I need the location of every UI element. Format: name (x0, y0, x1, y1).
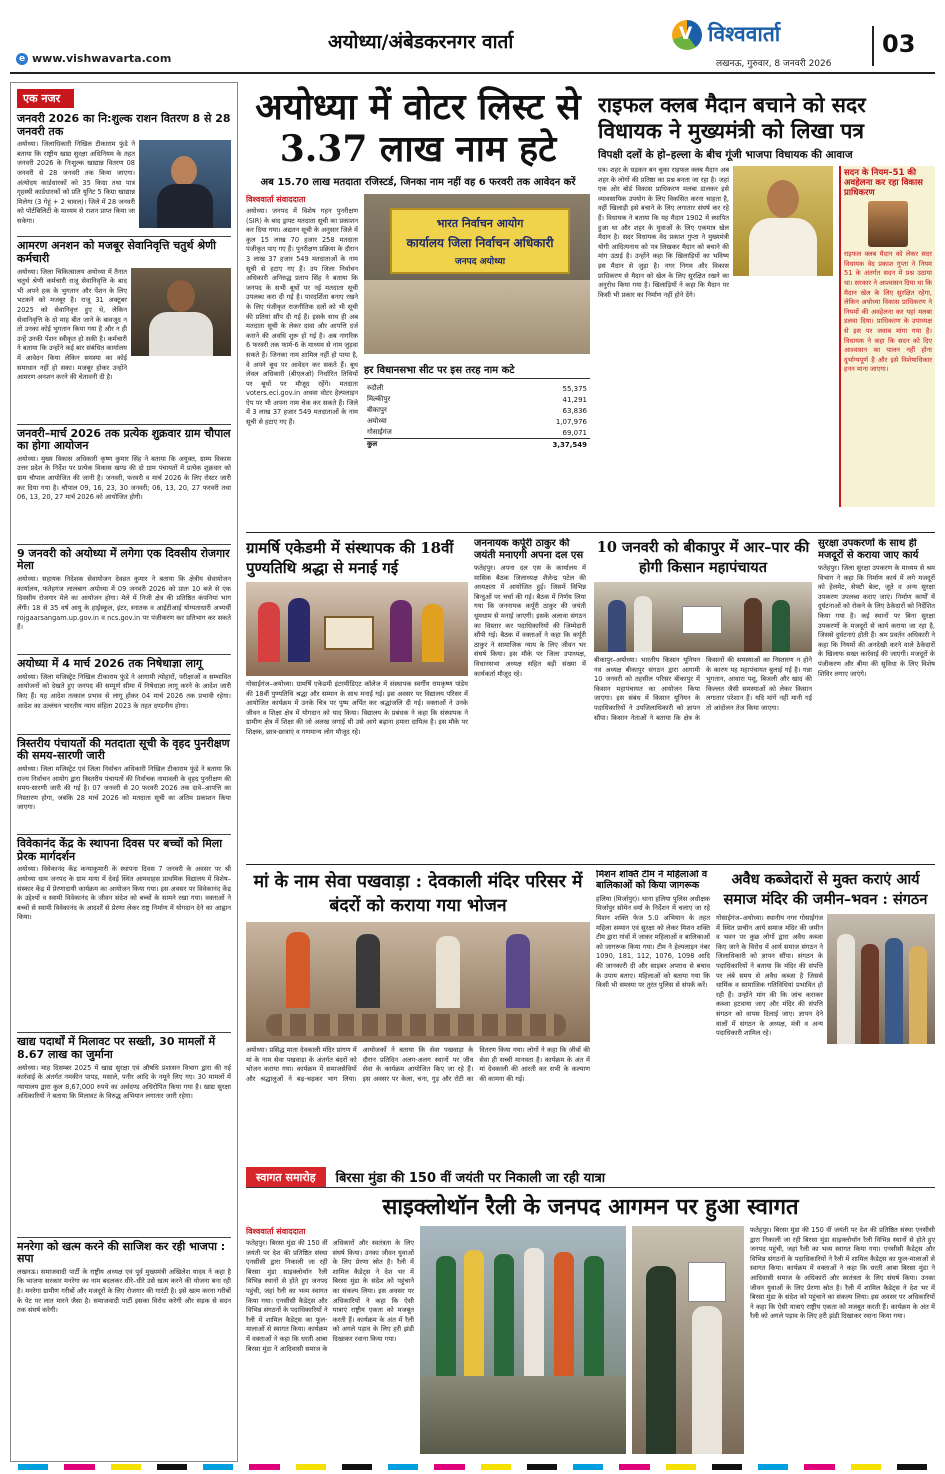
sidebar (10, 82, 238, 1462)
divider (246, 532, 935, 533)
color-swatch (851, 1464, 881, 1470)
page-number: 03 (882, 30, 916, 58)
section-title: अयोध्या/अंबेडकरनगर वार्ता (328, 31, 514, 53)
sidebar-item (17, 548, 231, 651)
color-swatch (18, 1464, 48, 1470)
brand-logo (672, 20, 702, 50)
deleted-count: 41,291 (562, 395, 587, 404)
color-swatch (666, 1464, 696, 1470)
seat-name: गोसाईगंज (367, 428, 392, 436)
sidebar-item (17, 658, 231, 731)
deletion-table (364, 383, 590, 450)
color-swatch (203, 1464, 233, 1470)
rifle-subhead: विपक्षी दलों के हो–हल्ला के बीच गूंजी भाजपा विधायक की आवाज (598, 149, 853, 161)
sidebar-headline: त्रिस्तरीय पंचायतों की मतदाता सूची के वृहद पुनरीक्षण की समय-सारणी जारी (17, 736, 230, 763)
deleted-count: 3,37,549 (552, 440, 587, 449)
color-swatch (897, 1464, 927, 1470)
office-signboard (390, 208, 570, 274)
swagat-tag: स्वागत समारोह (246, 1167, 326, 1187)
arya-headline: अवैध कब्जेदारों से मुक्त कराएं आर्य समाज मंदिर की जमीन–भवन : संगठन (723, 871, 928, 908)
sidebar-item (17, 240, 231, 420)
sidebar-headline: मनरेगा को खत्म करने की साजिश कर रही भाजपा : सपा (17, 1239, 226, 1266)
gramarshi-photo (246, 582, 468, 676)
color-swatch (758, 1464, 788, 1470)
sidebar-text: अयोध्या। जिला मजिस्ट्रेट निखिल टीकाराम फुंडे ने आगामी त्योहारों, परीक्षाओं व सम्भावित आयोजनों को देखते हुए जनपद की सम्पूर्ण सीमा में निषेधाज्ञा लागू करने के आदेश जारी किए हैं। यह आदेश तत्काल प्रभाव से लागू होकर 04 मार्च 2026 तक प्रभावी रहेगा। आदेश का उल्लंघन भारतीय न्याय संहिता 2023 के तहत दण्डनीय होगा। (17, 672, 231, 710)
kisan-story (594, 538, 812, 758)
mla-small-photo (868, 201, 908, 247)
sidebar-text: अयोध्या। जिलाधिकारी निखिल टीकाराम फुंडे ने बताया कि राष्ट्रीय खाद्य सुरक्षा अधिनियम के तहत जनवरी 2026 के निःशुल्क खाद्यान्न वितरण 08 जनवरी से 28 जनवरी तक किया जाएगा। अंत्योदय कार्डधारकों को 35 किग्रा तथा पात्र गृहस्थी कार्डधारकों को प्रति यूनिट 5 किग्रा खाद्यान्न मिलेगा (3 गेहूं + 2 चावल)। जिले में 28 जनवरी को पोर्टबिलिटी के माध्यम से राशन प्राप्त किया जा सकेगा। (17, 140, 135, 226)
bandar-story (246, 870, 590, 1160)
color-swatch (157, 1464, 187, 1470)
rifle-story (598, 92, 935, 526)
deleted-count: 55,375 (562, 384, 587, 393)
table-row (364, 394, 590, 405)
byline: विश्ववार्ता संवाददाता (246, 195, 306, 204)
sidebar-item (17, 113, 231, 233)
monkeys-photo (246, 922, 590, 1042)
sidebar-headline: आमरण अनशन को मजबूर सेवानिवृत्ति चतुर्थ श्रेणी कर्मचारी (17, 239, 216, 265)
arya-body: गोसाईगंज–अयोध्या। स्थानीय नगर गोसाईगंज में स्थित प्राचीन आर्य समाज मंदिर की जमीन व भवन पर कुछ लोगों द्वारा अवैध कब्जा किए जाने के विरोध में आर्य समाज संगठन ने जिलाधिकारी को ज्ञापन सौंपा। संगठन के पदाधिकारियों ने बताया कि मंदिर की संपत्ति पर लंबे समय से अवैध कब्जा है जिससे धार्मिक व सामाजिक गतिविधियां प्रभावित हो रही हैं। उन्होंने मांग की कि जांच कराकर कब्जा हटवाया जाए और मंदिर की संपत्ति संगठन को वापस दिलाई जाए। ज्ञापन देने वालों में संगठन के अध्यक्ष, मंत्री व अन्य पदाधिकारी शामिल रहे। (716, 914, 823, 1038)
seat-name: मिल्कीपुर (367, 395, 391, 403)
color-swatches (10, 1464, 935, 1470)
dateline: लखनऊ, गुरुवार, 8 जनवरी 2026 (716, 59, 832, 69)
rifle-body: पत्र। शहर के धड़कन बन चुका राइफल क्लब मैदान अब शहर के लोगों की प्रतिष्ठा का प्रश्न बनता जा रहा है। जहां एक ओर बोर्ड विकास प्राधिकरण मलबा डालकर इसे व्यावसायिक उपयोग के लिए विकसित करना चाहता है, वहीं खिलाड़ी इसे बचाने के लिए लगातार संघर्ष कर रहे हैं। विधायक ने बताया कि यह मैदान 1902 में स्थापित हुआ था और शहर के युवाओं के लिए एकमात्र खेल मैदान है। सदर विधायक वेद प्रकाश गुप्ता ने मुख्यमंत्री योगी आदित्यनाथ को पत्र लिखकर मैदान को बचाने की मांग उठाई है। उन्होंने कहा कि खिलाड़ियों का भविष्य इस मैदान से जुड़ा है। नगर निगम और विकास प्राधिकरण से मैदान को खेल के लिए सुरक्षित रखने का अनुरोध किया गया है। खिलाड़ियों ने कहा कि मैदान पर किसी भी प्रकार का निर्माण नहीं होने देंगे। (598, 166, 729, 299)
swagat-body-tail: फतेहपुर। बिरसा मुंडा की 150 वीं जयंती पर देश की प्रतिष्ठित संस्था एनसीसी द्वारा निकाली जा रही बिरसा मुंडा साइक्लोथॉन रैली विभिन्न स्थानों से होते हुए जनपद पहुंची, जहां रैली का भव्य स्वागत किया गया। एनसीसी कैडेट्स और विभिन्न संगठनों के पदाधिकारियों ने रैली में शामिल कैडेट्स का फूल-मालाओं से स्वागत किया। कार्यक्रम में वक्ताओं ने कहा कि धरती आबा बिरसा मुंडा ने आदिवासी समाज के अधिकारों और स्वतंत्रता के लिए संघर्ष किया। उनका जीवन युवाओं के लिए प्रेरणा स्रोत है। रैली में शामिल कैडेट्स ने देश भर में बिरसा मुंडा के संदेश को पहुंचाने का संकल्प लिया। इस अवसर पर अधिकारियों ने कहा कि ऐसी यात्राएं राष्ट्रीय एकता को मजबूत करती हैं। कार्यक्रम के अंत में रैली को अगले पड़ाव के लिए हरी झंडी दिखाकर रवाना किया गया। (750, 1226, 935, 1321)
sidebar-headline: 9 जनवरी को अयोध्या में लगेगा एक दिवसीय रोजगार मेला (17, 546, 230, 573)
sidebar-text: अयोध्या। जिला चिकित्सालय अयोध्या में तैनात चतुर्थ श्रेणी कर्मचारी राजू सेवानिवृत्ति के बाद भी अपने हक के भुगतान और पेंशन के लिए भटकने को मजबूर है। राजू 31 अक्टूबर 2025 को सेवानिवृत्त हुए थे, लेकिन सेवानिवृत्ति के दो माह बीत जाने के बावजूद न तो उनका कोई भुगतान किया गया है और न ही उन्हें उनकी पेंशन स्वीकृत हो सकी है। कर्मचारी ने बताया कि उन्होंने कई बार संबंधित कार्यालय में आवेदन किया लेकिन समस्या का कोई समाधान नहीं हो सका। मजबूर होकर उन्होंने आमरण अनशन करने की चेतावनी दी है। (17, 267, 127, 382)
karpoori-body: फतेहपुर। अपना दल एस के कार्यालय में मासिक बैठक जिलाध्यक्ष शैलेन्द्र पटेल की अध्यक्षता में आयोजित हुई। जिसमें विभिन्न बिन्दुओं पर चर्चा की गई। बैठक में निर्णय लिया गया कि जननायक कर्पूरी ठाकुर की जयंती धूमधाम से मनाई जाएगी। इसके अलावा संगठन का विस्तार कर पदाधिकारियों की जिम्मेदारी सौंपी गई। बैठक में वक्ताओं ने कहा कि कर्पूरी ठाकुर ने सामाजिक न्याय के लिए जीवन भर संघर्ष किया। इस मौके पर जिला उपाध्यक्ष, विधानसभा अध्यक्ष सहित बड़ी संख्या में कार्यकर्ता मौजूद रहे। (474, 564, 586, 678)
divider (17, 1032, 231, 1033)
site-url-text: www.vishwavarta.com (32, 52, 172, 65)
seat-name: रुदौली (367, 384, 384, 392)
cyclothon-photo (420, 1226, 626, 1454)
sidebar-tag: एक नजर (17, 89, 74, 108)
swagat-body-continued (750, 1226, 935, 1452)
divider (17, 1237, 231, 1238)
sidebar-headline: खाद्य पदार्थों में मिलावट पर सख्ती, 30 मामलों में 8.67 लाख का जुर्माना (17, 1035, 216, 1061)
byline: विश्ववार्ता संवाददाता (246, 1227, 306, 1236)
sidebar-item (17, 738, 231, 831)
print-color-band (10, 1464, 935, 1470)
sidebar-text: अयोध्या। जिला मजिस्ट्रेट एवं जिला निर्वाचन अधिकारी निखिल टीकाराम फुंडे ने बताया कि राज्य निर्वाचन आयोग द्वारा त्रिस्तरीय पंचायतों की निर्वाचक नामावली के वृहद पुनरीक्षण की समय-सारणी जारी की गई है। 07 जनवरी से 20 फरवरी 2026 तक दावे–आपत्ति का निस्तारण होगा, जबकि 28 मार्च 2026 को मतदाता सूची का अंतिम प्रकाशन किया जाएगा। (17, 765, 231, 812)
color-swatch (434, 1464, 464, 1470)
lead-subhead: अब 15.70 लाख मतदाता रजिस्टर्ड, जिनका नाम नहीं वह 6 फरवरी तक आवेदन करें (260, 177, 576, 188)
color-swatch (804, 1464, 834, 1470)
labour-story (818, 538, 935, 858)
deleted-count: 69,071 (562, 428, 587, 437)
rifle-box-title: सदन के नियम–51 की अवहेलना कर रहा विकास प्राधिकरण (844, 168, 923, 198)
sidebar-item (17, 1036, 231, 1233)
lead-story (246, 86, 590, 526)
divider (246, 864, 935, 865)
sidebar-text: अयोध्या। माह दिसम्बर 2025 में खाद्य सुरक्षा एवं औषधि प्रशासन विभाग द्वारा की गई कार्रवाई के अंतर्गत नमकीन पापड़, मसाले, पनीर आदि के नमूने लिए गए। 30 मामलों में न्यायालय द्वारा कुल 8,67,000 रुपये का अर्थदण्ड अधिरोपित किया गया है। खाद्य सुरक्षा अधिकारियों ने बताया कि मिलावट के विरुद्ध अभियान लगातार जारी रहेगा। (17, 1063, 231, 1101)
gramarshi-headline: ग्रामर्षि एकेडमी में संस्थापक की 18वीं पुण्यतिथि श्रद्धा से मनाई गई (246, 539, 454, 577)
divider (17, 834, 231, 835)
sidebar-text: अयोध्या। विवेकानंद केंद्र कन्याकुमारी के स्थापना दिवस 7 जनवरी के अवसर पर श्री अयोध्या धाम जनपद के ग्राम माया में देवई स्थित आमवाहस प्राथमिक विद्यालय में विशेष–संस्कार केंद्र में प्रेरणादायी कार्यक्रम का आयोजन किया गया। इस अवसर पर विवेकानंद केंद्र के उद्देश्यों व स्वामी विवेकानंद के जीवन संदेश को बच्चों के सामने रखा गया। वक्ताओं ने बच्चों से स्वामी विवेकानंद के आदर्शों से प्रेरणा लेकर राष्ट्र निर्माण में योगदान देने का आह्वान किया। (17, 865, 231, 922)
swagat-banner (246, 1166, 935, 1188)
signboard-line: जनपद अयोध्या (454, 257, 506, 267)
deleted-count: 63,836 (562, 406, 587, 415)
sidebar-text: अयोध्या। सहायक निदेशक सेवायोजन देवव्रत कुमार ने बताया कि क्षेत्रीय सेवायोजन कार्यालय, फतेहगंज लालबाग अयोध्या में 09 जनवरी 2026 को प्रातः 10 बजे से एक दिवसीय रोजगार मेले का आयोजन होगा। मेले में निजी क्षेत्र की प्रतिष्ठित कंपनियां भाग लेंगी। 18 से 35 वर्ष आयु के हाईस्कूल, इंटर, स्नातक व आईटीआई योग्यताधारी अभ्यर्थी rojgaarsangam.up.gov.in व ncs.gov.in पर पंजीकरण कर प्रतिभाग कर सकते हैं। (17, 575, 231, 632)
rifle-box-text: राइफल क्लब मैदान को लेकर सदर विधायक वेद प्रकाश गुप्ता ने नियम 51 के अंतर्गत सदन में प्रश्न उठाया था। सरकार ने आश्वासन दिया था कि मैदान खेल के लिए सुरक्षित रहेगा, लेकिन अयोध्या विकास प्राधिकरण ने नियमों की अवहेलना कर यहां मलबा डलवा दिया। प्राधिकरण के उपाध्यक्ष से इस पर जवाब मांगा गया है। विधायक ने कहा कि सदन को दिए आश्वासन का पालन नहीं होना दुर्भाग्यपूर्ण है और इसे विशेषाधिकार हनन माना जाएगा। (844, 250, 932, 374)
lead-body: अयोध्या। जनपद में विशेष गहन पुनरीक्षण (SIR) के बाद ड्राफ्ट मतदाता सूची का प्रकाशन कर दिया गया। अद्यतन सूची के अनुसार जिले में कुल 15 लाख 70 हजार 258 मतदाता पंजीकृत पाए गए हैं। पुनरीक्षण प्रक्रिया के दौरान 3 लाख 37 हजार 549 मतदाताओं के नाम सूची से हटाए गए हैं। उप जिला निर्वाचन अधिकारी अनिरुद्ध प्रताप सिंह ने बताया कि जनपद के सभी बूथों पर नई मतदाता सूची उपलब्ध करा दी गई है। पारदर्शिता बनाए रखने के लिए पंजीकृत राजनीतिक दलों को भी सूची की प्रतियां सौंप दी गई हैं। इसके साथ ही अब मतदाता सूची के लेकर दावा और आपत्ति दर्ज कराने की अवधि शुरू हो गई है। अब नागरिक 6 फरवरी तक फार्म-6 के माध्यम से नाम जुड़वा सकते हैं। जिनका नाम शामिल नहीं हो पाया है, वे अपने बूथ पर आवेदन कर सकते हैं। बूथ लेवल अधिकारी (बीएलओ) निर्धारित तिथियों पर बूथों पर मौजूद रहेंगे। मतदाता voters.eci.gov.in अथवा वोटर हेल्पलाइन ऐप पर भी अपना नाम चेक कर सकते हैं। जिले में 3 लाख 37 हजार 549 मतदाताओं के नाम सूची से हटाए गए हैं। (246, 207, 358, 427)
color-swatch (249, 1464, 279, 1470)
divider (17, 424, 231, 425)
bandar-body: अयोध्या। प्रसिद्ध माता देवकाली मंदिर प्रांगण में मां के नाम सेवा पखवाड़ा के अंतर्गत बंदरों को भोजन कराया गया। कार्यक्रम में समाजसेवियों और श्रद्धालुओं ने बढ़-चढ़कर भाग लिया। आयोजकों ने बताया कि सेवा पखवाड़ा के दौरान प्रतिदिन अलग-अलग स्थानों पर जीव सेवा के कार्यक्रम आयोजित किए जा रहे हैं। इस अवसर पर केला, चना, गुड़ और रोटी का वितरण किया गया। लोगों ने कहा कि जीवों की सेवा ही सच्ची मानवता है। कार्यक्रम के अंत में मां देवकाली की आरती कर सभी के कल्याण की कामना की गई। (246, 1046, 590, 1083)
color-swatch (388, 1464, 418, 1470)
sidebar-item (17, 1241, 231, 1398)
gramarshi-body: गोसाईगंज–अयोध्या। ग्रामर्षि एकेडमी इंटरमीडिएट कॉलेज में संस्थापक स्वर्गीय रामकृष्ण पांडेय की 18वीं पुण्यतिथि श्रद्धा और सम्मान के साथ मनाई गई। इस अवसर पर विद्यालय परिसर में आयोजित कार्यक्रम में उनके चित्र पर पुष्प अर्पित कर श्रद्धांजलि दी गई। वक्ताओं ने उनके जीवन व शिक्षा क्षेत्र में योगदान को याद किया। विद्यालय के प्रबंधक ने कहा कि संस्थापक ने ग्रामीण क्षेत्र में शिक्षा की जो अलख जगाई थी उसे आगे बढ़ाना हमारा दायित्व है। इस मौके पर शिक्षक, छात्र-छात्राएं व गणमान्य लोग मौजूद रहे। (246, 680, 468, 736)
seat-name: बीकापुर (367, 406, 387, 414)
color-swatch (573, 1464, 603, 1470)
masthead (0, 0, 945, 72)
swagat-headline: साइक्लोथॉन रैली के जनपद आगमन पर हुआ स्वागत (382, 1194, 799, 1220)
divider (17, 654, 231, 655)
kisan-headline: 10 जनवरी को बीकापुर में आर–पार की होगी किसान महापंचायत (596, 539, 810, 576)
arya-story (716, 870, 935, 1160)
logo-v-glyph: V (679, 24, 693, 44)
kisan-photo (594, 582, 812, 652)
color-swatch (342, 1464, 372, 1470)
karpoori-story (474, 538, 586, 758)
table-row (364, 439, 590, 451)
brand-name: विश्ववार्ता (708, 22, 781, 46)
gramarshi-story (246, 538, 468, 758)
divider (17, 236, 231, 237)
swagat-kicker: बिरसा मुंडा की 150 वीं जयंती पर निकाली जा रही यात्रा (335, 1170, 606, 1186)
signboard-line: कार्यालय जिला निर्वाचन अधिकारी (406, 236, 554, 250)
color-swatch (712, 1464, 742, 1470)
table-row (364, 427, 590, 439)
color-swatch (527, 1464, 557, 1470)
color-swatch (64, 1464, 94, 1470)
rifle-headline: राइफल क्लब मैदान बचाने को सदर विधायक ने मुख्यमंत्री को लिखा पत्र (598, 92, 866, 143)
mission-body: हलिया (मिर्जापुर)। थाना हलिया पुलिस अधीक्षक मिर्जापुर सोमेन वर्मा के निर्देशन में चलाए जा रहे मिशन शक्ति फेज 5.0 अभियान के तहत महिला सम्मान एवं सुरक्षा को लेकर मिशन शक्ति टीम द्वारा गांवों में जाकर महिलाओं व बालिकाओं को जागरूक किया गया। टीम ने हेल्पलाइन नंबर 1090, 181, 112, 1076, 1098 आदि की जानकारी दी और साइबर अपराध से बचाव के उपाय बताए। महिलाओं को बताया गया कि किसी भी समस्या पर तुरंत पुलिस से संपर्क करें। (596, 894, 710, 990)
sidebar-photo-official (139, 140, 231, 228)
divider (17, 544, 231, 545)
sidebar-headline: विवेकानंद केंद्र के स्थापना दिवस पर बच्चों को मिला प्रेरक मार्गदर्शन (17, 837, 223, 863)
cyclothon-photo-2 (632, 1226, 744, 1454)
sidebar-text: लखनऊ। समाजवादी पार्टी के राष्ट्रीय अध्यक्ष एवं पूर्व मुख्यमंत्री अखिलेश यादव ने कहा है कि भाजपा सरकार मनरेगा का नाम बदलकर धीरे–धीरे उसे खत्म करने की योजना बना रही है। मनरेगा ग्रामीण गरीबों और मजदूरों के लिए रोजगार की गारंटी है। इसे खत्म करना गरीबों के पेट पर लात मारने जैसा है। समाजवादी पार्टी इसका विरोध करेगी और सड़क से सदन तक संघर्ष करेगी। (17, 1267, 231, 1315)
mla-photo (733, 166, 833, 276)
color-swatch (296, 1464, 326, 1470)
mission-story (596, 870, 710, 1160)
table-row (364, 405, 590, 416)
labour-body: फतेहपुर। जिला सुरक्षा उपकरण के माध्यम से श्रम विभाग ने कहा कि निर्माण कार्य में लगे मजदूरों को हेलमेट, सेफ्टी बेल्ट, जूते व अन्य सुरक्षा उपकरण उपलब्ध कराए जाएं। निर्माण कार्यों में दुर्घटनाओं को रोकने के लिए ठेकेदारों को निर्देशित किया गया है। कई स्थानों पर बिना सुरक्षा उपकरणों के मजदूरों से कार्य कराया जा रहा है, जिससे दुर्घटनाएं होती हैं। श्रम प्रवर्तन अधिकारी ने कहा कि नियमों की अनदेखी करने वाले ठेकेदारों के खिलाफ सख्त कार्रवाई की जाएगी। मजदूरों के पंजीकरण और बीमा की सुविधा के लिए विशेष शिविर लगाए जाएंगे। (818, 564, 935, 678)
bandar-headline: मां के नाम सेवा पखवाड़ा : देवकाली मंदिर परिसर में बंदरों को कराया गया भोजन (253, 872, 583, 916)
masthead-rule (10, 72, 935, 74)
sidebar-item (17, 428, 231, 541)
sidebar-text: अयोध्या। मुख्य विकास अधिकारी कृष्ण कुमार सिंह ने बताया कि अयुक्त, ग्राम्य विकास उत्तर प्रदेश के निर्देश पर प्रत्येक विकास खण्ड की दो ग्राम पंचायतों में प्रत्येक शुक्रवार को ग्राम चौपाल आयोजित की जानी है। जनवरी, फरवरी व मार्च 2026 के लिए रोस्टर जारी कर दिया गया है। चौपाल 09, 16, 23, 30 जनवरी; 06, 13, 20, 27 फरवरी तथा 06, 13, 20, 27 मार्च 2026 को आयोजित होगी। (17, 454, 231, 502)
table-title: हर विधानसभा सीट पर इस तरह नाम कटे (364, 362, 590, 379)
page-num-divider (872, 26, 874, 66)
color-swatch (481, 1464, 511, 1470)
seat-name: कुल (367, 440, 378, 448)
site-url[interactable] (16, 52, 171, 65)
signboard-line: भारत निर्वाचन आयोग (436, 217, 524, 230)
sidebar-headline: जनवरी–मार्च 2026 तक प्रत्येक शुक्रवार ग्राम चौपाल का होगा आयोजन (17, 426, 231, 453)
kisan-body: बीकापुर–अयोध्या। भारतीय किसान यूनियन नव अध्यक्ष बीकापुर संगठन द्वारा आगामी 10 जनवरी को तहसील परिसर बीकापुर में किसान महापंचायत का आयोजन किया जाएगा। इस संबंध में किसान यूनियन के पदाधिकारियों ने उपजिलाधिकारी को ज्ञापन सौंपा। किसान नेताओं ने बताया कि क्षेत्र के किसानों की समस्याओं का निस्तारण न होने के कारण यह महापंचायत बुलाई गई है। गन्ना भुगतान, आवारा पशु, बिजली और खाद की किल्लत जैसी समस्याओं को लेकर किसान लगातार परेशान हैं। यदि मांगें नहीं मानी गईं तो आंदोलन तेज किया जाएगा। (594, 656, 812, 722)
sidebar-headline: जनवरी 2026 का नि:शुल्क राशन वितरण 8 से 28 जनवरी तक (17, 112, 231, 138)
seat-name: अयोध्या (367, 417, 387, 425)
deleted-count: 1,07,976 (555, 417, 587, 426)
swagat-story (246, 1192, 935, 1462)
table-row (364, 416, 590, 427)
election-office-photo (364, 194, 590, 354)
color-swatch (111, 1464, 141, 1470)
swagat-body: फतेहपुर। बिरसा मुंडा की 150 वीं जयंती पर देश की प्रतिष्ठित संस्था एनसीसी द्वारा निकाली जा रही बिरसा मुंडा साइक्लोथॉन रैली विभिन्न स्थानों से होते हुए जनपद पहुंची, जहां रैली का भव्य स्वागत किया गया। एनसीसी कैडेट्स और विभिन्न संगठनों के पदाधिकारियों ने रैली में शामिल कैडेट्स का फूल-मालाओं से स्वागत किया। कार्यक्रम में वक्ताओं ने कहा कि धरती आबा बिरसा मुंडा ने आदिवासी समाज के अधिकारों और स्वतंत्रता के लिए संघर्ष किया। उनका जीवन युवाओं के लिए प्रेरणा स्रोत है। रैली में शामिल कैडेट्स ने देश भर में बिरसा मुंडा के संदेश को पहुंचाने का संकल्प लिया। इस अवसर पर अधिकारियों ने कहा कि ऐसी यात्राएं राष्ट्रीय एकता को मजबूत करती हैं। कार्यक्रम के अंत में रैली को अगले पड़ाव के लिए हरी झंडी दिखाकर रवाना किया गया। (246, 1239, 414, 1353)
divider (17, 734, 231, 735)
sidebar-item (17, 838, 231, 1029)
table-row (364, 383, 590, 394)
browser-e-icon: e (16, 53, 28, 65)
rifle-sidebox (839, 166, 935, 507)
labour-headline: सुरक्षा उपकरणों के साथ ही मजदूरों से कराया जाए कार्य (818, 538, 919, 561)
mission-headline: मिशन शक्ति टीम ने महिलाओं व बालिकाओं को किया जागरूक (596, 870, 708, 891)
lead-headline: अयोध्या में वोटर लिस्ट से 3.37 लाख नाम हटे (255, 86, 581, 170)
sidebar-photo-employee (131, 268, 231, 356)
arya-photo (827, 914, 935, 1044)
color-swatch (619, 1464, 649, 1470)
sidebar-headline: अयोध्या में 4 मार्च 2026 तक निषेधाज्ञा लागू (17, 657, 203, 671)
karpoori-headline: जननायक कर्पूरी ठाकुर की जयंती मनाएगी अपना दल एस (474, 538, 584, 561)
